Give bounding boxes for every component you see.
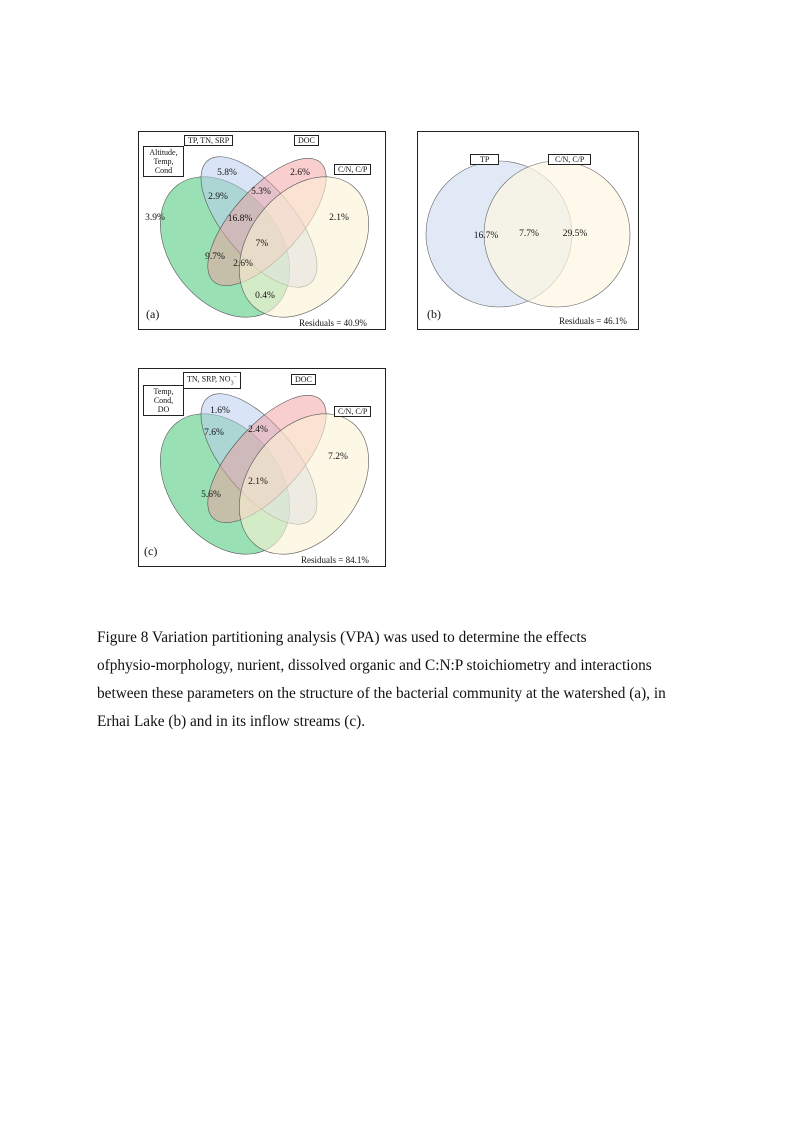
panel-tag-a: (a) [146, 307, 160, 321]
label-cn-cp-c: C/N, C/P [334, 406, 371, 417]
label-cn-cp: C/N, C/P [334, 164, 371, 175]
value-2-6-bottom: 2.6% [233, 259, 253, 269]
value-7-7: 7.7% [519, 229, 539, 239]
label-do: DO [157, 405, 170, 414]
label-temp-cond-do [143, 385, 184, 416]
figure-caption [97, 624, 697, 736]
venn-panel-a [138, 131, 386, 330]
value-5-8: 5.8% [217, 168, 237, 178]
value-2-9: 2.9% [208, 192, 228, 202]
label-no3-sub: 3 [230, 380, 234, 387]
residuals-a: Residuals = 40.9% [299, 318, 367, 328]
panel-tag-c: (c) [144, 544, 158, 558]
value-7-6: 7.6% [204, 428, 224, 438]
caption-line: ofphysio-morphology, nurient, dissolved organic and C:N:P stoichiometry and interactions [97, 657, 652, 674]
label-tp: TP [470, 154, 499, 165]
panel-tag-b: (b) [427, 307, 441, 321]
circle-cn-cp [484, 161, 630, 307]
value-7: 7% [255, 239, 269, 249]
value-2-6-top: 2.6% [290, 168, 310, 178]
residuals-b: Residuals = 46.1% [559, 316, 627, 326]
caption-line: between these parameters on the structure of the bacterial community at the watershed (a), in [97, 685, 666, 702]
label-no3-sup: − [233, 374, 237, 380]
value-0-4: 0.4% [255, 291, 275, 301]
label-doc-c: DOC [291, 374, 316, 385]
label-cond: Cond [154, 166, 173, 175]
label-tp-tn-srp: TP, TN, SRP [184, 135, 233, 146]
label-cn-cp-b: C/N, C/P [548, 154, 591, 165]
label-altitude-temp-cond [143, 146, 184, 177]
venn-panel-b [417, 131, 639, 330]
caption-line: Figure 8 Variation partitioning analysis (VPA) was used to determine the effects [97, 629, 587, 646]
label-temp: Temp, [153, 157, 174, 166]
label-tn-srp-no: TN, SRP, NO [187, 374, 231, 384]
venn-panel-c [138, 368, 386, 567]
value-5-6: 5.6% [201, 490, 221, 500]
value-16-8: 16.8% [227, 214, 253, 224]
value-2-1-c: 2.1% [248, 477, 268, 487]
value-16-7: 16.7% [473, 231, 499, 241]
value-9-7: 9.7% [205, 252, 225, 262]
label-doc: DOC [294, 135, 319, 146]
value-2-4: 2.4% [248, 425, 268, 435]
label-altitude: Altitude, [149, 148, 178, 157]
value-1-6: 1.6% [210, 406, 230, 416]
value-29-5: 29.5% [562, 229, 588, 239]
label-cond-c: Cond, [153, 396, 174, 405]
label-temp-c: Temp, [153, 387, 174, 396]
value-5-3: 5.3% [251, 187, 271, 197]
label-tn-srp-no3 [183, 372, 241, 389]
value-3-9: 3.9% [145, 213, 165, 223]
caption-line: Erhai Lake (b) and in its inflow streams (c). [97, 713, 366, 730]
residuals-c: Residuals = 84.1% [301, 555, 369, 565]
value-2-1: 2.1% [329, 213, 349, 223]
value-7-2: 7.2% [328, 452, 348, 462]
